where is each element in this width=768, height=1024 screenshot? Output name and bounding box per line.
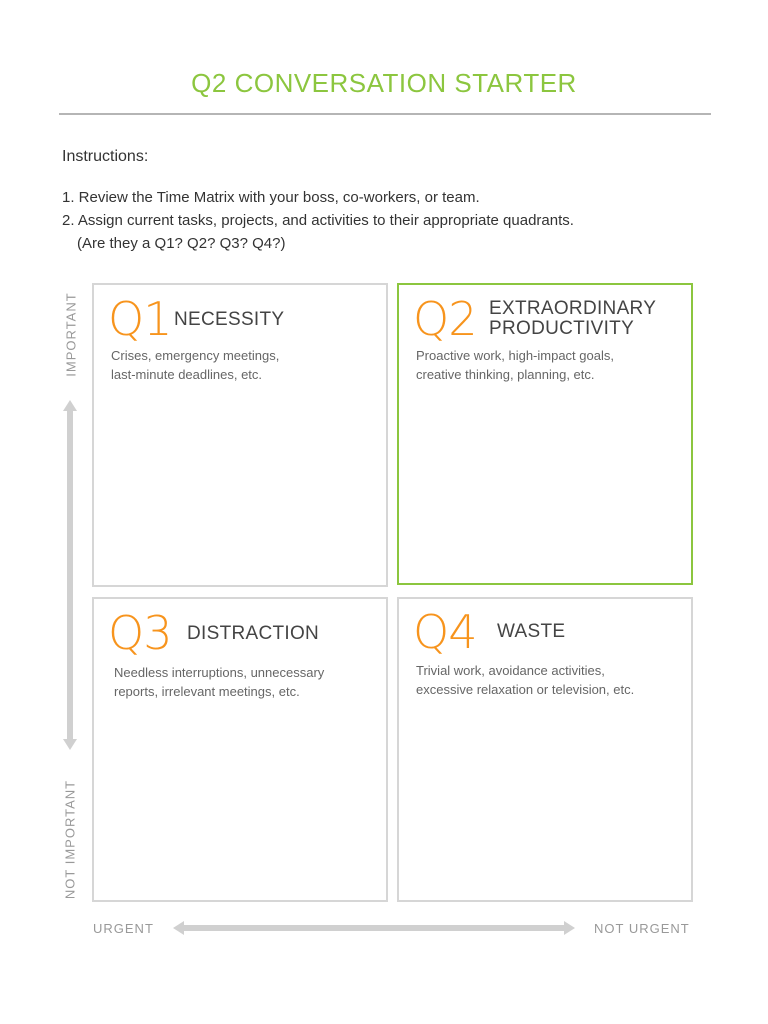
quadrant-number: Q4 xyxy=(413,605,477,659)
quadrant-q1 xyxy=(92,283,388,587)
vertical-double-arrow-icon xyxy=(61,400,79,750)
y-axis-label-important: IMPORTANT xyxy=(63,292,79,377)
quadrant-description: Needless interruptions, unnecessary reports, irrelevant meetings, etc. xyxy=(114,665,325,699)
quadrant-number: Q1 xyxy=(108,292,172,346)
quadrant-name: DISTRACTION xyxy=(187,623,320,644)
quadrant-q4 xyxy=(397,597,693,902)
quadrant-description: Proactive work, high-impact goals, creative thinking, planning, etc. xyxy=(416,348,614,382)
title-divider xyxy=(59,113,711,115)
quadrant-description: Crises, emergency meetings, last-minute deadlines, etc. xyxy=(111,348,280,382)
instruction-item: 2. Assign current tasks, projects, and activities to their appropriate quadrants. xyxy=(62,212,574,229)
instruction-item: (Are they a Q1? Q2? Q3? Q4?) xyxy=(77,235,286,252)
quadrant-q2 xyxy=(397,283,693,585)
x-axis-label-urgent: URGENT xyxy=(93,921,154,936)
quadrant-name: WASTE xyxy=(497,621,566,642)
x-axis-label-not-urgent: NOT URGENT xyxy=(594,921,690,936)
horizontal-double-arrow-icon xyxy=(173,920,575,936)
quadrant-number: Q2 xyxy=(413,292,477,346)
quadrant-description: Trivial work, avoidance activities, excessive relaxation or television, etc. xyxy=(416,663,635,697)
y-axis-label-not-important: NOT IMPORTANT xyxy=(62,779,78,900)
quadrant-name: NECESSITY xyxy=(174,309,285,330)
page-title: Q2 CONVERSATION STARTER xyxy=(191,68,577,98)
instruction-item: 1. Review the Time Matrix with your boss, co-workers, or team. xyxy=(62,189,480,206)
quadrant-number: Q3 xyxy=(108,606,172,660)
instructions-label: Instructions: xyxy=(62,148,149,165)
quadrant-name: EXTRAORDINARY PRODUCTIVITY xyxy=(489,298,657,339)
quadrant-q3 xyxy=(92,597,388,902)
instructions-list xyxy=(62,186,574,255)
